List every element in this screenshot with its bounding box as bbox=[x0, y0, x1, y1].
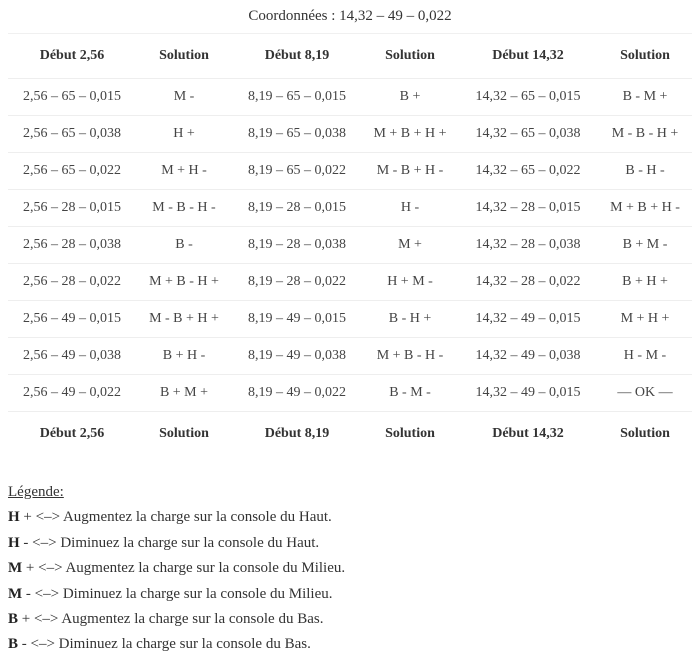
start-coordinate-cell: 14,32 – 28 – 0,038 bbox=[458, 227, 598, 264]
table-row bbox=[8, 338, 692, 375]
table-row bbox=[8, 227, 692, 264]
legend-key: B bbox=[8, 636, 19, 653]
legend-key: H bbox=[8, 534, 20, 551]
start-coordinate-cell: 2,56 – 49 – 0,015 bbox=[8, 301, 136, 338]
footer-solution-1: Solution bbox=[136, 412, 232, 457]
table-row bbox=[8, 301, 692, 338]
legend-key: M bbox=[8, 585, 23, 602]
start-coordinate-cell: 14,32 – 65 – 0,022 bbox=[458, 153, 598, 190]
start-coordinate-cell: 2,56 – 28 – 0,022 bbox=[8, 264, 136, 301]
start-coordinate-cell: 14,32 – 28 – 0,022 bbox=[458, 264, 598, 301]
table-caption: Coordonnées : 14,32 – 49 – 0,022 bbox=[248, 8, 452, 24]
legend-text: - <–> Diminuez la charge sur la console du Bas. bbox=[18, 636, 311, 653]
legend-key: B bbox=[8, 611, 19, 628]
start-coordinate-cell: 14,32 – 49 – 0,038 bbox=[458, 338, 598, 375]
table-footer-row bbox=[8, 412, 692, 457]
start-coordinate-cell: 14,32 – 28 – 0,015 bbox=[458, 190, 598, 227]
solution-cell: B + H + bbox=[598, 264, 692, 301]
header-start-256: Début 2,56 bbox=[8, 34, 136, 79]
footer-start-1432: Début 14,32 bbox=[458, 412, 598, 457]
start-coordinate-cell: 2,56 – 49 – 0,038 bbox=[8, 338, 136, 375]
start-coordinate-cell: 8,19 – 49 – 0,022 bbox=[232, 375, 362, 412]
table-row bbox=[8, 116, 692, 153]
start-coordinate-cell: 14,32 – 65 – 0,015 bbox=[458, 79, 598, 116]
start-coordinate-cell: 2,56 – 65 – 0,015 bbox=[8, 79, 136, 116]
legend-text: - <–> Diminuez la charge sur la console du Milieu. bbox=[22, 585, 333, 602]
table-row bbox=[8, 375, 692, 412]
header-solution-1: Solution bbox=[136, 34, 232, 79]
header-start-819: Début 8,19 bbox=[232, 34, 362, 79]
start-coordinate-cell: 8,19 – 65 – 0,038 bbox=[232, 116, 362, 153]
solution-cell: B + M + bbox=[136, 375, 232, 412]
solution-cell: B + M - bbox=[598, 227, 692, 264]
start-coordinate-cell: 14,32 – 65 – 0,038 bbox=[458, 116, 598, 153]
header-start-1432: Début 14,32 bbox=[458, 34, 598, 79]
table-row bbox=[8, 79, 692, 116]
solution-cell: B - M - bbox=[362, 375, 458, 412]
table-body bbox=[8, 79, 692, 412]
legend-text: + <–> Augmentez la charge sur la console du Milieu. bbox=[22, 560, 346, 577]
footer-solution-2: Solution bbox=[362, 412, 458, 457]
header-solution-2: Solution bbox=[362, 34, 458, 79]
start-coordinate-cell: 2,56 – 28 – 0,038 bbox=[8, 227, 136, 264]
start-coordinate-cell: 8,19 – 28 – 0,022 bbox=[232, 264, 362, 301]
table-row bbox=[8, 153, 692, 190]
solution-cell: B + bbox=[362, 79, 458, 116]
solution-table bbox=[8, 33, 692, 456]
legend-text: + <–> Augmentez la charge sur la console du Bas. bbox=[18, 611, 324, 628]
start-coordinate-cell: 8,19 – 28 – 0,038 bbox=[232, 227, 362, 264]
solution-cell: M - B - H - bbox=[136, 190, 232, 227]
solution-cell: M + B - H - bbox=[362, 338, 458, 375]
solution-cell: M + B + H + bbox=[362, 116, 458, 153]
start-coordinate-cell: 8,19 – 28 – 0,015 bbox=[232, 190, 362, 227]
solution-cell: H + bbox=[136, 116, 232, 153]
legend-text: - <–> Diminuez la charge sur la console du Haut. bbox=[19, 534, 320, 551]
legend-item bbox=[8, 632, 345, 657]
legend-item bbox=[8, 531, 345, 556]
footer-start-256: Début 2,56 bbox=[8, 412, 136, 457]
start-coordinate-cell: 8,19 – 65 – 0,022 bbox=[232, 153, 362, 190]
solution-cell: H - M - bbox=[598, 338, 692, 375]
start-coordinate-cell: 8,19 – 49 – 0,038 bbox=[232, 338, 362, 375]
start-coordinate-cell: 8,19 – 49 – 0,015 bbox=[232, 301, 362, 338]
start-coordinate-cell: 14,32 – 49 – 0,015 bbox=[458, 301, 598, 338]
start-coordinate-cell: 2,56 – 49 – 0,022 bbox=[8, 375, 136, 412]
solution-cell: M - B + H - bbox=[362, 153, 458, 190]
solution-cell: M - B + H + bbox=[136, 301, 232, 338]
solution-cell: M + B - H + bbox=[136, 264, 232, 301]
legend-title: Légende: bbox=[8, 484, 64, 500]
solution-cell: M - bbox=[136, 79, 232, 116]
solution-cell: H - bbox=[362, 190, 458, 227]
start-coordinate-cell: 2,56 – 28 – 0,015 bbox=[8, 190, 136, 227]
solution-cell: M + B + H - bbox=[598, 190, 692, 227]
footer-solution-3: Solution bbox=[598, 412, 692, 457]
start-coordinate-cell: 8,19 – 65 – 0,015 bbox=[232, 79, 362, 116]
solution-cell: M + H + bbox=[598, 301, 692, 338]
start-coordinate-cell: 14,32 – 49 – 0,015 bbox=[458, 375, 598, 412]
solution-cell: B - M + bbox=[598, 79, 692, 116]
legend-key: M bbox=[8, 560, 23, 577]
solution-cell: B - H - bbox=[598, 153, 692, 190]
solution-cell: H + M - bbox=[362, 264, 458, 301]
solution-cell: M - B - H + bbox=[598, 116, 692, 153]
solution-cell: B + H - bbox=[136, 338, 232, 375]
table-row bbox=[8, 264, 692, 301]
header-solution-3: Solution bbox=[598, 34, 692, 79]
table-row bbox=[8, 190, 692, 227]
start-coordinate-cell: 2,56 – 65 – 0,038 bbox=[8, 116, 136, 153]
legend-item bbox=[8, 582, 345, 607]
legend-item bbox=[8, 607, 345, 632]
solution-cell: — OK — bbox=[598, 375, 692, 412]
solution-cell: B - H + bbox=[362, 301, 458, 338]
solution-cell: B - bbox=[136, 227, 232, 264]
legend bbox=[8, 480, 345, 658]
footer-start-819: Début 8,19 bbox=[232, 412, 362, 457]
solution-cell: M + bbox=[362, 227, 458, 264]
legend-text: + <–> Augmentez la charge sur la console du Haut. bbox=[19, 509, 332, 526]
solution-cell: M + H - bbox=[136, 153, 232, 190]
legend-key: H bbox=[8, 509, 20, 526]
start-coordinate-cell: 2,56 – 65 – 0,022 bbox=[8, 153, 136, 190]
legend-item bbox=[8, 556, 345, 581]
legend-item bbox=[8, 505, 345, 530]
table-header-row bbox=[8, 34, 692, 79]
